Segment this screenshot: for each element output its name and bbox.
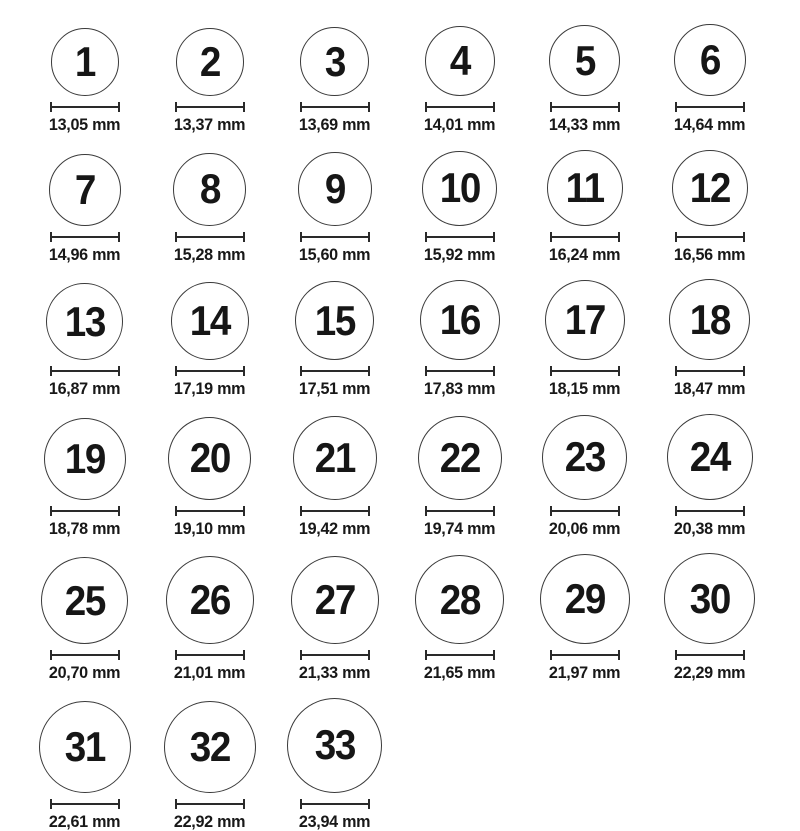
dimension-right-tick bbox=[118, 799, 120, 809]
diameter-label: 14,64 mm bbox=[673, 115, 746, 134]
diameter-dimension-line bbox=[675, 650, 745, 660]
ring-size-number: 13 bbox=[64, 297, 105, 345]
ring-circle bbox=[425, 26, 495, 96]
diameter-dimension-line bbox=[50, 232, 120, 242]
dimension-bar bbox=[52, 370, 118, 372]
ring-size-number: 33 bbox=[314, 721, 355, 769]
diameter-dimension-line bbox=[300, 102, 370, 112]
ring-size-cell bbox=[272, 416, 397, 539]
diameter-dimension-line bbox=[300, 799, 370, 809]
diameter-dimension-line bbox=[675, 102, 745, 112]
dimension-right-tick bbox=[243, 366, 245, 376]
ring-circle bbox=[176, 28, 244, 96]
ring-circle bbox=[51, 28, 119, 96]
ring-size-cell bbox=[397, 555, 522, 683]
diameter-dimension-line bbox=[300, 232, 370, 242]
diameter-label: 16,24 mm bbox=[548, 244, 621, 264]
diameter-label: 21,65 mm bbox=[423, 663, 496, 683]
dimension-right-tick bbox=[493, 232, 495, 242]
diameter-label: 18,78 mm bbox=[48, 518, 121, 538]
ring-size-cell bbox=[22, 557, 147, 683]
ring-size-number: 2 bbox=[199, 38, 220, 85]
ring-circle bbox=[41, 557, 128, 644]
ring-size-cell bbox=[647, 414, 772, 539]
dimension-bar bbox=[52, 236, 118, 238]
diameter-label: 18,47 mm bbox=[673, 379, 746, 399]
ring-size-number: 22 bbox=[439, 433, 480, 481]
dimension-right-tick bbox=[368, 102, 370, 112]
dimension-bar bbox=[677, 236, 743, 238]
diameter-label: 22,92 mm bbox=[173, 811, 246, 831]
ring-size-cell bbox=[397, 416, 522, 539]
dimension-bar bbox=[177, 370, 243, 372]
dimension-right-tick bbox=[368, 799, 370, 809]
dimension-right-tick bbox=[618, 650, 620, 660]
ring-size-cell bbox=[147, 417, 272, 539]
diameter-label: 16,56 mm bbox=[673, 244, 746, 264]
ring-circle bbox=[166, 556, 254, 644]
ring-size-number: 5 bbox=[574, 36, 595, 84]
ring-circle bbox=[46, 283, 123, 360]
diameter-dimension-line bbox=[50, 102, 120, 112]
diameter-dimension-line bbox=[175, 650, 245, 660]
dimension-bar bbox=[552, 654, 618, 656]
diameter-dimension-line bbox=[175, 366, 245, 376]
dimension-right-tick bbox=[118, 366, 120, 376]
ring-circle bbox=[418, 416, 502, 500]
ring-size-cell bbox=[522, 280, 647, 399]
ring-size-cell bbox=[147, 701, 272, 831]
ring-size-cell bbox=[522, 25, 647, 135]
dimension-bar bbox=[552, 370, 618, 372]
dimension-bar bbox=[52, 510, 118, 512]
diameter-dimension-line bbox=[550, 506, 620, 516]
dimension-right-tick bbox=[743, 102, 745, 112]
diameter-dimension-line bbox=[175, 506, 245, 516]
diameter-label: 13,05 mm bbox=[48, 115, 121, 134]
dimension-right-tick bbox=[243, 650, 245, 660]
diameter-label: 19,10 mm bbox=[173, 518, 246, 538]
ring-size-number: 31 bbox=[64, 722, 105, 770]
dimension-bar bbox=[177, 236, 243, 238]
diameter-dimension-line bbox=[550, 232, 620, 242]
dimension-bar bbox=[302, 236, 368, 238]
diameter-dimension-line bbox=[300, 506, 370, 516]
ring-size-cell bbox=[22, 28, 147, 135]
ring-circle bbox=[49, 154, 121, 226]
ring-size-cell bbox=[272, 556, 397, 683]
ring-size-cell bbox=[22, 701, 147, 831]
ring-circle bbox=[293, 416, 377, 500]
dimension-bar bbox=[427, 510, 493, 512]
ring-size-cell bbox=[397, 26, 522, 135]
ring-circle bbox=[667, 414, 753, 500]
ring-size-number: 9 bbox=[324, 164, 345, 212]
diameter-label: 21,97 mm bbox=[548, 663, 621, 683]
diameter-dimension-line bbox=[425, 650, 495, 660]
diameter-label: 17,83 mm bbox=[423, 379, 496, 399]
dimension-bar bbox=[177, 803, 243, 805]
ring-circle bbox=[287, 698, 382, 793]
diameter-label: 15,60 mm bbox=[298, 244, 371, 264]
ring-circle bbox=[540, 554, 630, 644]
dimension-right-tick bbox=[493, 650, 495, 660]
diameter-label: 21,33 mm bbox=[298, 663, 371, 683]
ring-size-number: 6 bbox=[699, 36, 720, 83]
ring-size-cell bbox=[147, 28, 272, 135]
diameter-dimension-line bbox=[50, 799, 120, 809]
ring-size-cell bbox=[272, 152, 397, 265]
diameter-label: 15,28 mm bbox=[173, 244, 246, 264]
dimension-bar bbox=[177, 510, 243, 512]
dimension-bar bbox=[302, 106, 368, 108]
ring-size-number: 4 bbox=[449, 37, 470, 84]
ring-size-number: 3 bbox=[324, 37, 345, 85]
dimension-right-tick bbox=[618, 102, 620, 112]
dimension-right-tick bbox=[368, 366, 370, 376]
ring-size-number: 8 bbox=[199, 165, 220, 213]
ring-size-cell bbox=[147, 556, 272, 683]
ring-circle bbox=[549, 25, 620, 96]
ring-circle bbox=[168, 417, 251, 500]
diameter-dimension-line bbox=[50, 650, 120, 660]
dimension-right-tick bbox=[243, 232, 245, 242]
diameter-label: 21,01 mm bbox=[173, 663, 246, 683]
diameter-label: 14,01 mm bbox=[423, 115, 496, 134]
ring-size-cell bbox=[522, 150, 647, 265]
ring-size-number: 11 bbox=[565, 163, 604, 211]
ring-size-cell bbox=[647, 24, 772, 135]
ring-size-cell bbox=[147, 282, 272, 399]
diameter-label: 20,70 mm bbox=[48, 663, 121, 683]
diameter-label: 14,33 mm bbox=[548, 115, 621, 134]
dimension-right-tick bbox=[368, 232, 370, 242]
ring-size-number: 17 bbox=[564, 296, 605, 344]
dimension-right-tick bbox=[118, 102, 120, 112]
ring-circle bbox=[39, 701, 131, 793]
ring-size-number: 24 bbox=[689, 432, 730, 480]
ring-circle bbox=[664, 553, 755, 644]
ring-size-number: 30 bbox=[689, 574, 730, 622]
ring-size-cell bbox=[647, 150, 772, 265]
ring-circle bbox=[547, 150, 623, 226]
dimension-right-tick bbox=[743, 650, 745, 660]
diameter-label: 20,38 mm bbox=[673, 518, 746, 538]
dimension-right-tick bbox=[243, 799, 245, 809]
ring-size-number: 7 bbox=[74, 165, 95, 213]
dimension-right-tick bbox=[618, 232, 620, 242]
ring-size-number: 28 bbox=[439, 575, 480, 623]
ring-circle bbox=[298, 152, 372, 226]
ring-size-cell bbox=[272, 281, 397, 399]
diameter-label: 22,61 mm bbox=[48, 811, 121, 831]
ring-size-cell bbox=[22, 154, 147, 265]
ring-size-cell bbox=[647, 553, 772, 683]
ring-size-number: 12 bbox=[689, 163, 730, 211]
ring-size-number: 25 bbox=[64, 576, 105, 624]
diameter-dimension-line bbox=[50, 506, 120, 516]
dimension-right-tick bbox=[243, 102, 245, 112]
diameter-label: 22,29 mm bbox=[673, 663, 746, 683]
ring-size-number: 21 bbox=[314, 433, 355, 481]
ring-size-number: 14 bbox=[189, 297, 230, 345]
ring-size-number: 27 bbox=[314, 576, 355, 624]
dimension-right-tick bbox=[243, 506, 245, 516]
ring-circle bbox=[173, 153, 246, 226]
dimension-bar bbox=[427, 370, 493, 372]
diameter-dimension-line bbox=[550, 650, 620, 660]
diameter-dimension-line bbox=[675, 232, 745, 242]
diameter-label: 19,74 mm bbox=[423, 518, 496, 538]
ring-size-cell bbox=[522, 554, 647, 683]
dimension-bar bbox=[52, 654, 118, 656]
ring-size-number: 32 bbox=[189, 722, 230, 770]
dimension-bar bbox=[552, 236, 618, 238]
dimension-right-tick bbox=[118, 650, 120, 660]
dimension-bar bbox=[52, 106, 118, 108]
ring-size-cell bbox=[22, 283, 147, 399]
ring-size-cell bbox=[522, 415, 647, 539]
ring-circle bbox=[44, 418, 126, 500]
dimension-right-tick bbox=[118, 232, 120, 242]
dimension-right-tick bbox=[493, 102, 495, 112]
dimension-right-tick bbox=[368, 650, 370, 660]
ring-size-cell bbox=[397, 280, 522, 399]
diameter-label: 17,51 mm bbox=[298, 379, 371, 399]
ring-size-cell bbox=[647, 279, 772, 399]
dimension-bar bbox=[677, 106, 743, 108]
ring-circle bbox=[420, 280, 500, 360]
ring-circle bbox=[164, 701, 256, 793]
dimension-bar bbox=[552, 510, 618, 512]
dimension-bar bbox=[552, 106, 618, 108]
ring-size-cell bbox=[272, 27, 397, 135]
ring-size-number: 20 bbox=[189, 434, 230, 482]
ring-size-cell bbox=[22, 418, 147, 539]
diameter-dimension-line bbox=[175, 232, 245, 242]
diameter-label: 19,42 mm bbox=[298, 518, 371, 538]
diameter-dimension-line bbox=[675, 366, 745, 376]
diameter-label: 16,87 mm bbox=[48, 379, 121, 399]
ring-circle bbox=[291, 556, 379, 644]
ring-size-cell bbox=[272, 698, 397, 831]
ring-size-number: 26 bbox=[189, 576, 230, 624]
diameter-dimension-line bbox=[550, 366, 620, 376]
dimension-bar bbox=[177, 654, 243, 656]
ring-circle bbox=[672, 150, 748, 226]
ring-circle bbox=[300, 27, 369, 96]
dimension-bar bbox=[302, 803, 368, 805]
diameter-label: 18,15 mm bbox=[548, 379, 621, 399]
ring-size-cell bbox=[397, 151, 522, 265]
diameter-dimension-line bbox=[300, 650, 370, 660]
ring-circle bbox=[295, 281, 374, 360]
ring-size-number: 19 bbox=[64, 434, 105, 482]
dimension-bar bbox=[427, 654, 493, 656]
dimension-right-tick bbox=[368, 506, 370, 516]
diameter-dimension-line bbox=[425, 506, 495, 516]
diameter-dimension-line bbox=[675, 506, 745, 516]
dimension-right-tick bbox=[493, 366, 495, 376]
ring-size-cell bbox=[147, 153, 272, 265]
diameter-dimension-line bbox=[175, 799, 245, 809]
ring-size-number: 23 bbox=[564, 433, 605, 481]
diameter-label: 13,37 mm bbox=[173, 115, 246, 134]
diameter-label: 15,92 mm bbox=[423, 244, 496, 264]
ring-size-number: 10 bbox=[439, 164, 480, 212]
diameter-dimension-line bbox=[425, 232, 495, 242]
dimension-right-tick bbox=[493, 506, 495, 516]
diameter-label: 23,94 mm bbox=[298, 811, 371, 831]
dimension-right-tick bbox=[743, 506, 745, 516]
dimension-bar bbox=[177, 106, 243, 108]
diameter-label: 20,06 mm bbox=[548, 518, 621, 538]
ring-circle bbox=[542, 415, 627, 500]
diameter-dimension-line bbox=[50, 366, 120, 376]
diameter-dimension-line bbox=[425, 366, 495, 376]
ring-circle bbox=[415, 555, 504, 644]
dimension-bar bbox=[302, 510, 368, 512]
dimension-bar bbox=[427, 236, 493, 238]
dimension-bar bbox=[302, 370, 368, 372]
ring-circle bbox=[422, 151, 497, 226]
dimension-bar bbox=[677, 654, 743, 656]
ring-circle bbox=[674, 24, 746, 96]
dimension-right-tick bbox=[743, 232, 745, 242]
diameter-dimension-line bbox=[175, 102, 245, 112]
ring-size-number: 16 bbox=[439, 296, 480, 344]
ring-size-number: 15 bbox=[314, 296, 355, 344]
dimension-bar bbox=[427, 106, 493, 108]
diameter-dimension-line bbox=[425, 102, 495, 112]
ring-circle bbox=[669, 279, 750, 360]
diameter-dimension-line bbox=[300, 366, 370, 376]
dimension-right-tick bbox=[743, 366, 745, 376]
dimension-bar bbox=[302, 654, 368, 656]
ring-circle bbox=[545, 280, 625, 360]
diameter-label: 13,69 mm bbox=[298, 115, 371, 134]
ring-circle bbox=[171, 282, 249, 360]
diameter-label: 17,19 mm bbox=[173, 379, 246, 399]
ring-size-number: 29 bbox=[564, 575, 605, 623]
dimension-bar bbox=[52, 803, 118, 805]
diameter-dimension-line bbox=[550, 102, 620, 112]
dimension-right-tick bbox=[618, 366, 620, 376]
diameter-label: 14,96 mm bbox=[48, 244, 121, 264]
dimension-bar bbox=[677, 510, 743, 512]
dimension-right-tick bbox=[118, 506, 120, 516]
dimension-right-tick bbox=[618, 506, 620, 516]
dimension-bar bbox=[677, 370, 743, 372]
ring-size-number: 1 bbox=[74, 38, 95, 85]
ring-size-number: 18 bbox=[689, 295, 730, 343]
